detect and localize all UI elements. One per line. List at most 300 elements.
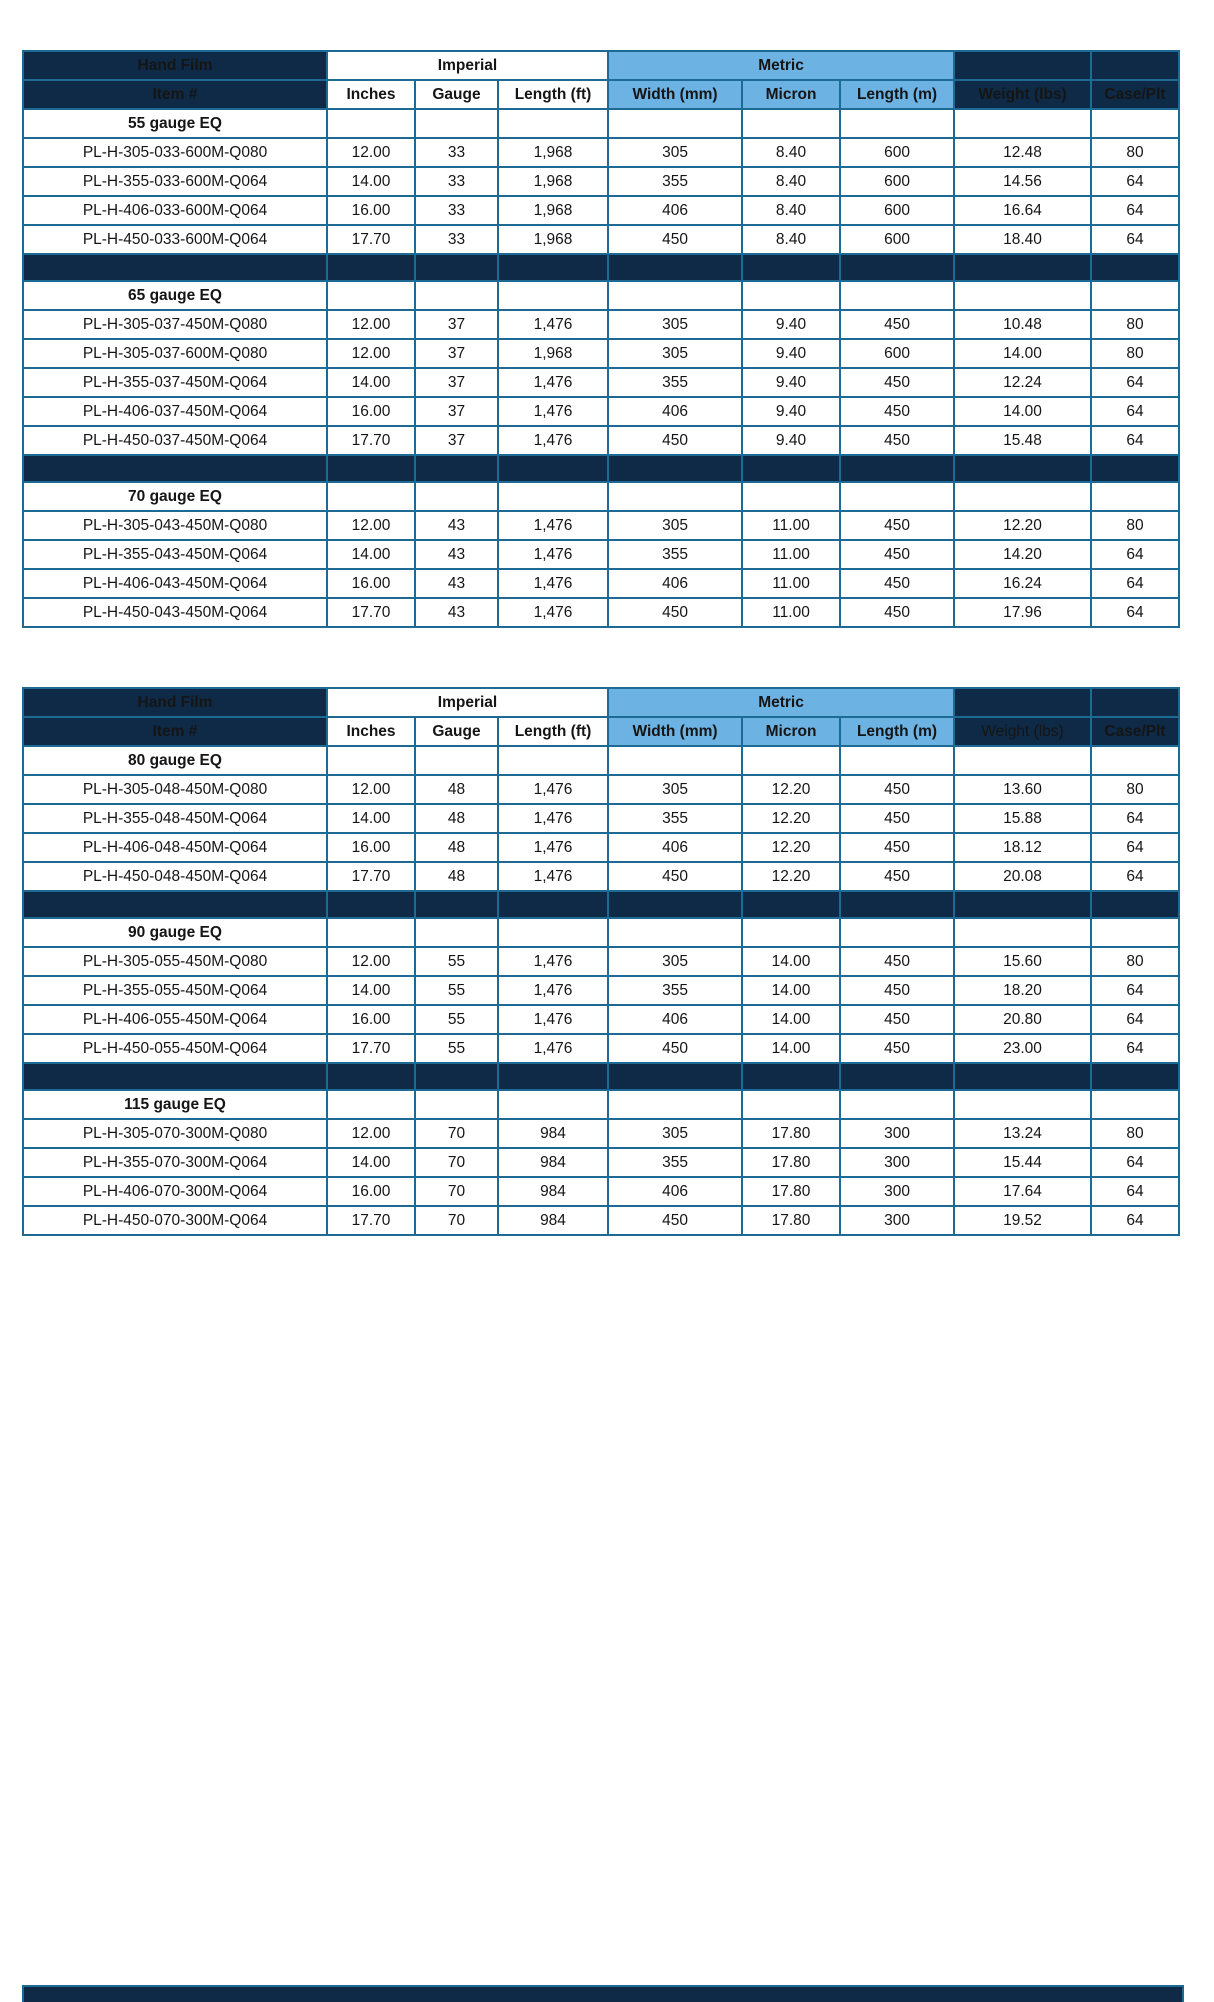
data-cell: 1,476 [498,862,608,891]
data-cell: 64 [1091,397,1179,426]
data-cell: 450 [840,598,954,627]
data-cell: 14.00 [327,167,415,196]
section-label: 65 gauge EQ [23,281,327,310]
data-cell: 17.70 [327,1206,415,1235]
item-number-cell: PL-H-355-033-600M-Q064 [23,167,327,196]
table-row [23,833,1179,862]
column-header-8: Case/Plt [1091,717,1179,746]
section-empty-cell [840,746,954,775]
separator-cell [954,254,1091,281]
table-row [23,339,1179,368]
data-cell: 1,968 [498,138,608,167]
section-empty-cell [608,109,742,138]
data-cell: 17.70 [327,225,415,254]
section-empty-cell [840,109,954,138]
header-group-row [23,51,1179,80]
table-row [23,511,1179,540]
data-cell: 1,476 [498,540,608,569]
data-cell: 17.80 [742,1119,840,1148]
column-header-2: Gauge [415,717,498,746]
data-cell: 12.20 [742,775,840,804]
section-empty-cell [954,109,1091,138]
data-cell: 9.40 [742,339,840,368]
section-empty-cell [327,746,415,775]
separator-cell [327,455,415,482]
data-cell: 305 [608,138,742,167]
data-cell: 64 [1091,426,1179,455]
section-empty-cell [954,918,1091,947]
column-header-row [23,717,1179,746]
imperial-group-header: Imperial [327,51,608,80]
data-cell: 305 [608,1119,742,1148]
separator-cell [954,455,1091,482]
section-label: 90 gauge EQ [23,918,327,947]
data-cell: 300 [840,1206,954,1235]
data-cell: 355 [608,167,742,196]
section-row [23,918,1179,947]
item-number-cell: PL-H-450-070-300M-Q064 [23,1206,327,1235]
separator-cell [498,254,608,281]
data-cell: 450 [608,225,742,254]
data-cell: 355 [608,368,742,397]
section-empty-cell [608,281,742,310]
data-cell: 450 [840,540,954,569]
data-cell: 14.00 [327,540,415,569]
section-empty-cell [954,1090,1091,1119]
data-cell: 600 [840,196,954,225]
separator-cell [23,254,327,281]
data-cell: 16.64 [954,196,1091,225]
data-cell: 14.56 [954,167,1091,196]
header-group-row [23,688,1179,717]
section-empty-cell [742,109,840,138]
data-cell: 64 [1091,1206,1179,1235]
data-cell: 450 [608,598,742,627]
section-empty-cell [415,281,498,310]
section-empty-cell [1091,746,1179,775]
section-row [23,746,1179,775]
data-cell: 17.80 [742,1177,840,1206]
table-row [23,1148,1179,1177]
column-header-6: Length (m) [840,80,954,109]
section-row [23,109,1179,138]
data-cell: 48 [415,804,498,833]
column-header-1: Inches [327,717,415,746]
data-cell: 14.00 [327,1148,415,1177]
data-cell: 15.60 [954,947,1091,976]
data-cell: 1,476 [498,775,608,804]
hand-film-table-1 [22,50,1180,628]
data-cell: 16.00 [327,1005,415,1034]
data-cell: 406 [608,569,742,598]
section-empty-cell [1091,109,1179,138]
data-cell: 17.70 [327,598,415,627]
data-cell: 14.00 [742,947,840,976]
data-cell: 12.00 [327,511,415,540]
separator-cell [1091,254,1179,281]
data-cell: 450 [840,833,954,862]
column-header-0: Item # [23,80,327,109]
separator-cell [742,455,840,482]
table-row [23,397,1179,426]
item-number-cell: PL-H-406-037-450M-Q064 [23,397,327,426]
section-label: 70 gauge EQ [23,482,327,511]
data-cell: 12.20 [742,804,840,833]
section-empty-cell [498,918,608,947]
data-cell: 450 [840,426,954,455]
table-row [23,1005,1179,1034]
section-empty-cell [1091,918,1179,947]
data-cell: 17.80 [742,1206,840,1235]
section-empty-cell [1091,482,1179,511]
section-empty-cell [840,281,954,310]
data-cell: 406 [608,833,742,862]
data-cell: 64 [1091,598,1179,627]
data-cell: 33 [415,138,498,167]
separator-cell [954,1063,1091,1090]
data-cell: 305 [608,339,742,368]
data-cell: 450 [840,947,954,976]
section-empty-cell [327,109,415,138]
item-number-cell: PL-H-450-043-450M-Q064 [23,598,327,627]
section-empty-cell [742,281,840,310]
item-number-cell: PL-H-305-033-600M-Q080 [23,138,327,167]
cropped-next-table-top-strip [22,1985,1184,2002]
data-cell: 12.00 [327,1119,415,1148]
data-cell: 64 [1091,167,1179,196]
section-empty-cell [415,109,498,138]
data-cell: 70 [415,1206,498,1235]
section-empty-cell [327,918,415,947]
data-cell: 64 [1091,804,1179,833]
imperial-group-header: Imperial [327,688,608,717]
separator-cell [327,1063,415,1090]
data-cell: 1,476 [498,569,608,598]
data-cell: 16.00 [327,196,415,225]
separator-cell [608,254,742,281]
data-cell: 11.00 [742,598,840,627]
section-empty-cell [415,1090,498,1119]
data-cell: 1,476 [498,804,608,833]
data-cell: 14.00 [327,368,415,397]
data-cell: 64 [1091,225,1179,254]
section-empty-cell [742,482,840,511]
data-cell: 37 [415,310,498,339]
data-cell: 23.00 [954,1034,1091,1063]
data-cell: 64 [1091,976,1179,1005]
section-row [23,482,1179,511]
separator-cell [840,1063,954,1090]
column-header-0: Item # [23,717,327,746]
table-row [23,862,1179,891]
header-spacer-case [1091,688,1179,717]
table-row [23,775,1179,804]
data-cell: 1,476 [498,1005,608,1034]
data-cell: 450 [840,511,954,540]
data-cell: 450 [840,775,954,804]
item-number-cell: PL-H-450-033-600M-Q064 [23,225,327,254]
data-cell: 12.00 [327,310,415,339]
section-row [23,281,1179,310]
data-cell: 355 [608,976,742,1005]
section-empty-cell [498,281,608,310]
separator-cell [415,1063,498,1090]
data-cell: 9.40 [742,397,840,426]
data-cell: 64 [1091,862,1179,891]
separator-cell [840,891,954,918]
data-cell: 14.00 [954,397,1091,426]
data-cell: 12.20 [954,511,1091,540]
table-row [23,368,1179,397]
separator-cell [327,891,415,918]
data-cell: 16.00 [327,569,415,598]
data-cell: 15.88 [954,804,1091,833]
data-cell: 12.00 [327,138,415,167]
data-cell: 18.40 [954,225,1091,254]
data-cell: 450 [840,804,954,833]
separator-cell [1091,1063,1179,1090]
data-cell: 406 [608,397,742,426]
data-cell: 300 [840,1119,954,1148]
data-cell: 20.80 [954,1005,1091,1034]
data-cell: 984 [498,1206,608,1235]
data-cell: 12.00 [327,339,415,368]
column-header-1: Inches [327,80,415,109]
table-row [23,598,1179,627]
separator-cell [498,1063,608,1090]
item-number-cell: PL-H-355-048-450M-Q064 [23,804,327,833]
data-cell: 17.70 [327,426,415,455]
data-cell: 18.12 [954,833,1091,862]
separator-row [23,891,1179,918]
data-cell: 19.52 [954,1206,1091,1235]
table-row [23,540,1179,569]
data-cell: 64 [1091,196,1179,225]
data-cell: 80 [1091,947,1179,976]
data-cell: 64 [1091,833,1179,862]
table-row [23,310,1179,339]
item-number-cell: PL-H-450-037-450M-Q064 [23,426,327,455]
data-cell: 1,968 [498,339,608,368]
item-number-cell: PL-H-305-070-300M-Q080 [23,1119,327,1148]
item-number-cell: PL-H-305-048-450M-Q080 [23,775,327,804]
data-cell: 9.40 [742,310,840,339]
data-cell: 17.70 [327,1034,415,1063]
data-cell: 1,476 [498,511,608,540]
table-row [23,1177,1179,1206]
data-cell: 13.24 [954,1119,1091,1148]
section-row [23,1090,1179,1119]
data-cell: 355 [608,540,742,569]
data-cell: 37 [415,368,498,397]
section-empty-cell [1091,1090,1179,1119]
column-header-4: Width (mm) [608,717,742,746]
data-cell: 37 [415,426,498,455]
data-cell: 70 [415,1148,498,1177]
data-cell: 406 [608,196,742,225]
data-cell: 55 [415,1005,498,1034]
data-cell: 1,476 [498,976,608,1005]
data-cell: 1,968 [498,167,608,196]
data-cell: 80 [1091,310,1179,339]
data-cell: 64 [1091,569,1179,598]
section-empty-cell [954,281,1091,310]
data-cell: 14.20 [954,540,1091,569]
data-cell: 55 [415,976,498,1005]
data-cell: 15.44 [954,1148,1091,1177]
data-cell: 1,476 [498,598,608,627]
table-row [23,138,1179,167]
data-cell: 14.00 [954,339,1091,368]
separator-cell [742,891,840,918]
data-cell: 300 [840,1177,954,1206]
separator-row [23,1063,1179,1090]
table-row [23,426,1179,455]
data-cell: 43 [415,540,498,569]
data-cell: 16.00 [327,1177,415,1206]
data-cell: 984 [498,1177,608,1206]
data-cell: 1,476 [498,310,608,339]
section-empty-cell [327,482,415,511]
section-label: 115 gauge EQ [23,1090,327,1119]
separator-cell [840,254,954,281]
item-number-cell: PL-H-305-043-450M-Q080 [23,511,327,540]
data-cell: 15.48 [954,426,1091,455]
data-cell: 8.40 [742,138,840,167]
data-cell: 450 [608,1206,742,1235]
data-cell: 55 [415,1034,498,1063]
data-cell: 55 [415,947,498,976]
data-cell: 1,968 [498,225,608,254]
separator-cell [415,254,498,281]
data-cell: 48 [415,833,498,862]
data-cell: 450 [840,1034,954,1063]
data-cell: 17.80 [742,1148,840,1177]
metric-group-header: Metric [608,688,954,717]
section-empty-cell [742,746,840,775]
section-empty-cell [498,482,608,511]
section-empty-cell [327,281,415,310]
data-cell: 16.00 [327,833,415,862]
data-cell: 450 [840,310,954,339]
data-cell: 43 [415,569,498,598]
section-label: 80 gauge EQ [23,746,327,775]
table-row [23,976,1179,1005]
section-empty-cell [742,1090,840,1119]
item-number-cell: PL-H-355-070-300M-Q064 [23,1148,327,1177]
column-header-6: Length (m) [840,717,954,746]
data-cell: 12.24 [954,368,1091,397]
data-cell: 64 [1091,540,1179,569]
data-cell: 406 [608,1177,742,1206]
data-cell: 8.40 [742,196,840,225]
data-cell: 12.00 [327,775,415,804]
data-cell: 984 [498,1148,608,1177]
data-cell: 17.64 [954,1177,1091,1206]
column-header-3: Length (ft) [498,717,608,746]
data-cell: 450 [840,368,954,397]
section-empty-cell [1091,281,1179,310]
table-row [23,947,1179,976]
column-header-7: Weight (lbs) [954,80,1091,109]
section-empty-cell [498,109,608,138]
data-cell: 450 [840,862,954,891]
separator-cell [608,891,742,918]
data-cell: 12.20 [742,862,840,891]
section-empty-cell [742,918,840,947]
data-cell: 16.00 [327,397,415,426]
separator-cell [608,1063,742,1090]
column-header-5: Micron [742,717,840,746]
section-empty-cell [415,918,498,947]
header-spacer-case [1091,51,1179,80]
data-cell: 70 [415,1177,498,1206]
table-row [23,1206,1179,1235]
item-number-cell: PL-H-450-048-450M-Q064 [23,862,327,891]
table-row [23,1119,1179,1148]
section-label: 55 gauge EQ [23,109,327,138]
data-cell: 9.40 [742,426,840,455]
data-cell: 33 [415,196,498,225]
section-empty-cell [954,482,1091,511]
column-header-row [23,80,1179,109]
item-number-cell: PL-H-355-037-450M-Q064 [23,368,327,397]
metric-group-header: Metric [608,51,954,80]
data-cell: 80 [1091,1119,1179,1148]
data-cell: 80 [1091,339,1179,368]
separator-row [23,254,1179,281]
item-number-cell: PL-H-355-055-450M-Q064 [23,976,327,1005]
data-cell: 12.48 [954,138,1091,167]
section-empty-cell [954,746,1091,775]
data-cell: 64 [1091,1148,1179,1177]
data-cell: 70 [415,1119,498,1148]
data-cell: 355 [608,804,742,833]
data-cell: 64 [1091,1177,1179,1206]
data-cell: 305 [608,310,742,339]
data-cell: 406 [608,1005,742,1034]
item-number-cell: PL-H-406-048-450M-Q064 [23,833,327,862]
item-number-cell: PL-H-305-037-450M-Q080 [23,310,327,339]
column-header-7: Weight (lbs) [954,717,1091,746]
data-cell: 450 [840,1005,954,1034]
separator-cell [1091,455,1179,482]
data-cell: 305 [608,947,742,976]
data-cell: 8.40 [742,225,840,254]
data-cell: 1,476 [498,1034,608,1063]
data-cell: 600 [840,138,954,167]
data-cell: 37 [415,397,498,426]
hand-film-table-2 [22,687,1180,1236]
data-cell: 17.70 [327,862,415,891]
separator-cell [415,455,498,482]
separator-cell [498,891,608,918]
table-row [23,569,1179,598]
section-empty-cell [415,482,498,511]
data-cell: 10.48 [954,310,1091,339]
table-row [23,167,1179,196]
table-title: Hand Film [23,688,327,717]
column-header-4: Width (mm) [608,80,742,109]
item-number-cell: PL-H-450-055-450M-Q064 [23,1034,327,1063]
item-number-cell: PL-H-406-070-300M-Q064 [23,1177,327,1206]
column-header-3: Length (ft) [498,80,608,109]
data-cell: 80 [1091,511,1179,540]
data-cell: 305 [608,775,742,804]
section-empty-cell [415,746,498,775]
section-empty-cell [840,918,954,947]
separator-cell [415,891,498,918]
